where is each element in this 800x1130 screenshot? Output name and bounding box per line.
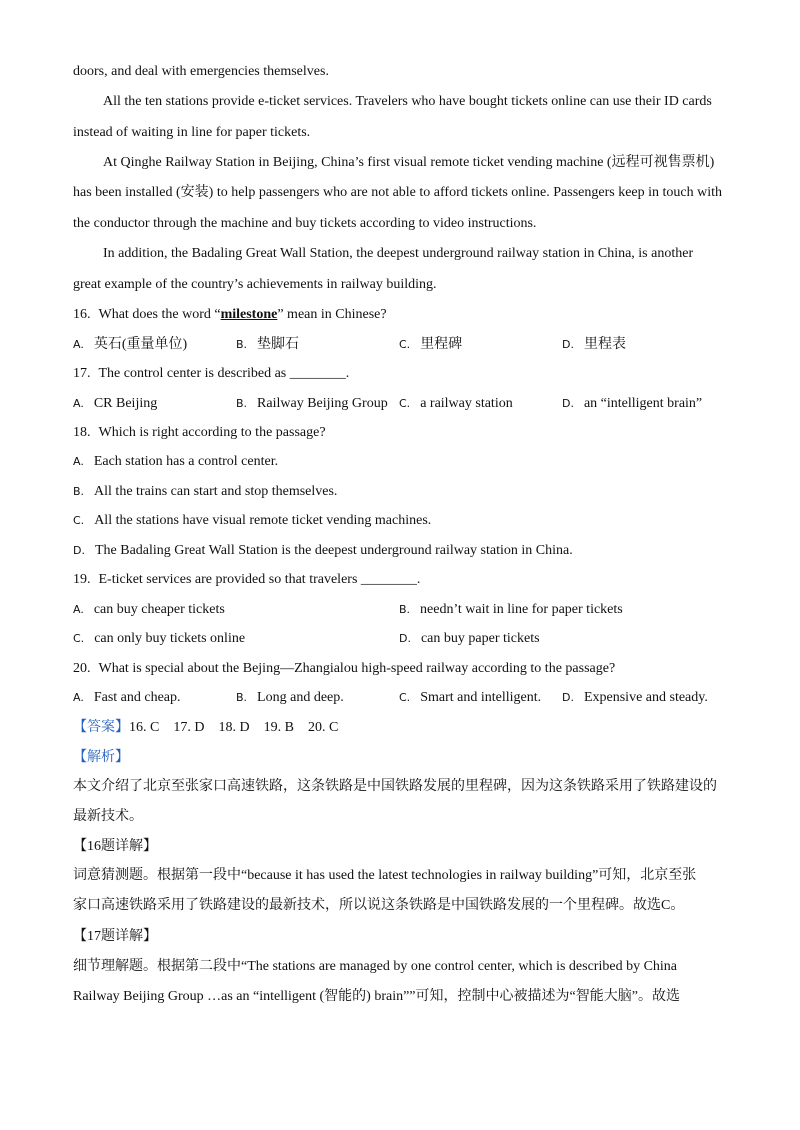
question-16: 16. What does the word “milestone” mean in Chinese? [73,307,387,322]
question-number: 20. [73,661,91,676]
answer-value: 18. D [218,720,250,735]
option-d[interactable]: D. The Badaling Great Wall Station is the deepest underground railway station in China. [73,543,573,558]
option-c[interactable]: C. can only buy tickets online [73,631,246,646]
detail-17-line: 细节理解题。根据第二段中“The stations are managed by one control center, which is described by China [73,959,678,974]
passage-line: great example of the country’s achievements in railway building. [73,277,437,292]
passage-line: doors, and deal with emergencies themselves. [73,64,329,79]
option-c[interactable]: C. All the stations have visual remote ticket vending machines. [73,513,432,528]
answer-line [73,719,338,737]
question-19: 19. E-ticket services are provided so that travelers ________. [73,572,421,587]
option-c[interactable]: C. a railway station [399,396,513,411]
passage-line: In addition, the Badaling Great Wall Station, the deepest underground railway station in China, is another [103,246,694,261]
keyword-milestone: milestone [220,307,278,322]
analysis-line: 最新技术。 [73,809,143,824]
detail-16-line: 家口高速铁路采用了铁路建设的最新技术，所以说这条铁路是中国铁路发展的一个里程碑。故选C。 [73,898,685,913]
question-number: 18. [73,425,91,440]
question-18: 18. Which is right according to the passage? [73,425,326,440]
question-number: 16. [73,307,91,322]
option-b[interactable]: B. needn’t wait in line for paper tickets [399,602,623,617]
option-b[interactable]: B. 垫脚石 [236,337,300,352]
option-d[interactable]: D. can buy paper tickets [399,631,540,646]
option-c[interactable]: C. 里程碑 [399,337,463,352]
detail-16-line: 词意猜测题。根据第一段中“because it has used the latest technologies in railway building”可知，北京至张 [73,868,697,883]
answer-label: 【答案】 [73,720,129,735]
option-b[interactable]: B. Long and deep. [236,690,344,705]
passage-line: All the ten stations provide e-ticket services. Travelers who have bought tickets online can use their ID cards [103,94,712,109]
detail-16-heading: 【16题详解】 [73,839,157,854]
detail-17-heading: 【17题详解】 [73,929,157,944]
detail-17-line: Railway Beijing Group …as an “intelligent (智能的) brain””可知，控制中心被描述为“智能大脑”。故选 [73,989,680,1004]
option-a[interactable]: A. 英石(重量单位) [73,337,188,352]
passage-line: has been installed (安装) to help passengers who are not able to afford tickets online. Passengers keep in touch with [73,185,723,200]
answer-value: 16. C [129,720,160,735]
question-number: 17. [73,366,91,381]
passage-line: At Qinghe Railway Station in Beijing, China’s first visual remote ticket vending machine (远程可视售票机) [103,155,715,170]
option-c[interactable]: C. Smart and intelligent. [399,690,542,705]
option-b[interactable]: B. Railway Beijing Group [236,396,388,411]
option-d[interactable]: D. 里程表 [562,337,626,352]
analysis-label: 【解析】 [73,750,129,765]
analysis-line: 本文介绍了北京至张家口高速铁路，这条铁路是中国铁路发展的里程碑，因为这条铁路采用了铁路建设的 [73,779,717,794]
passage-line: instead of waiting in line for paper tickets. [73,125,311,140]
answer-value: 19. B [263,720,294,735]
option-a[interactable]: A. Fast and cheap. [73,690,181,705]
question-number: 19. [73,572,91,587]
question-20: 20. What is special about the Bejing—Zhangialou high-speed railway according to the passage? [73,661,616,676]
question-17: 17. The control center is described as ________. [73,366,350,381]
option-a[interactable]: A. CR Beijing [73,396,158,411]
option-d[interactable]: D. an “intelligent brain” [562,396,703,411]
answer-value: 17. D [173,720,205,735]
option-d[interactable]: D. Expensive and steady. [562,690,708,705]
passage-line: the conductor through the machine and buy tickets according to video instructions. [73,216,537,231]
option-a[interactable]: A. Each station has a control center. [73,454,279,469]
option-b[interactable]: B. All the trains can start and stop themselves. [73,484,338,499]
option-a[interactable]: A. can buy cheaper tickets [73,602,225,617]
answer-value: 20. C [307,720,339,735]
